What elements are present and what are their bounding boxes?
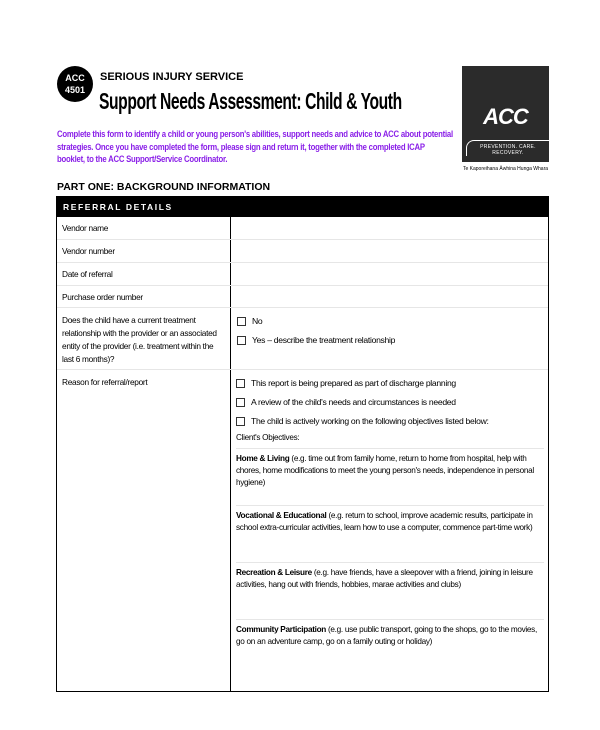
objective-recreation[interactable]: Recreation & Leisure (e.g. have friends, have a sleepover with a friend, joining in leisure activities, hang out with friends, hobbies, marae activities and clubs) (236, 562, 544, 619)
acc-logo (462, 66, 549, 162)
treatment-no-checkbox[interactable]: No (237, 316, 542, 326)
date-of-referral-field[interactable] (231, 263, 548, 285)
referral-details-table (56, 196, 549, 692)
reason-objectives-checkbox[interactable]: The child is actively working on the following objectives listed below: (236, 416, 544, 426)
table-row: Vendor number (57, 240, 548, 263)
reason-discharge-checkbox[interactable]: This report is being prepared as part of discharge planning (236, 378, 544, 388)
page-title: Support Needs Assessment: Child & Youth (99, 88, 402, 114)
objective-home-living[interactable]: Home & Living (e.g. time out from family home, return to home from hospital, help with chores, home modifications to meet the young person's needs, independence in personal hygiene) (236, 448, 544, 505)
logo-mark: ACC (483, 104, 528, 129)
vendor-number-field[interactable] (231, 240, 548, 262)
logo-maori-text: Te Kaporeihana Āwhina Hunga Whara (462, 166, 549, 172)
checkbox-icon (237, 317, 246, 326)
intro-text: Complete this form to identify a child or young person's abilities, support needs and advice to ACC about potential strategies. Once you have completed the form, please sign and return it, together with the completed ICAP booklet, to the ACC Support/Service Coordinator. (57, 129, 453, 165)
table-heading: REFERRAL DETAILS (57, 197, 548, 217)
table-row: Reason for referral/report This report is being prepared as part of discharge planning A review of the child's needs and circumstances is needed The child is actively working on the following objectives listed below: Client's Objectives: Home & Living (e.g. time out from family home, return to home from hospital, help with chores, home modifications to meet the young person's needs, independence in personal hygiene) Vocational & Educational (e.g. return to school, improve academic results, participate in school extra-curricular activities, learn how to use a computer, commence part-time work) Recreation & Leisure (e.g. have friends, have a sleepover with a friend, joining in leisure activities, hang out with friends, hobbies, marae activities and clubs) Community Participation (e.g. use public transport, going to the shops, go to the movies, go on an adventure camp, go on a family outing or holiday) (57, 370, 548, 692)
table-row: Date of referral (57, 263, 548, 286)
table-row: Vendor name (57, 217, 548, 240)
checkbox-icon (236, 417, 245, 426)
checkbox-icon (236, 398, 245, 407)
objective-vocational[interactable]: Vocational & Educational (e.g. return to school, improve academic results, participate in school extra-curricular activities, learn how to use a computer, commence part-time work) (236, 505, 544, 562)
vendor-name-field[interactable] (231, 217, 548, 239)
logo-tagline: PREVENTION. CARE. RECOVERY. (466, 140, 549, 156)
purchase-order-field[interactable] (231, 286, 548, 307)
table-row: Does the child have a current treatment relationship with the provider or an associated entity of the provider (i.e. treatment within the last 6 months)? No Yes – describe the treatment relationship (57, 308, 548, 370)
table-row: Purchase order number (57, 286, 548, 308)
form-number-badge: ACC 4501 (57, 66, 93, 102)
service-name: SERIOUS INJURY SERVICE (100, 71, 244, 83)
client-objectives-label: Client's Objectives: (236, 433, 300, 442)
checkbox-icon (237, 336, 246, 345)
section-title: PART ONE: BACKGROUND INFORMATION (57, 181, 271, 193)
reason-review-checkbox[interactable]: A review of the child's needs and circumstances is needed (236, 397, 544, 407)
checkbox-icon (236, 379, 245, 388)
objective-community[interactable]: Community Participation (e.g. use public transport, going to the shops, go to the movies, go on an adventure camp, go on a family outing or holiday) (236, 619, 544, 669)
treatment-yes-checkbox[interactable]: Yes – describe the treatment relationship (237, 335, 542, 345)
